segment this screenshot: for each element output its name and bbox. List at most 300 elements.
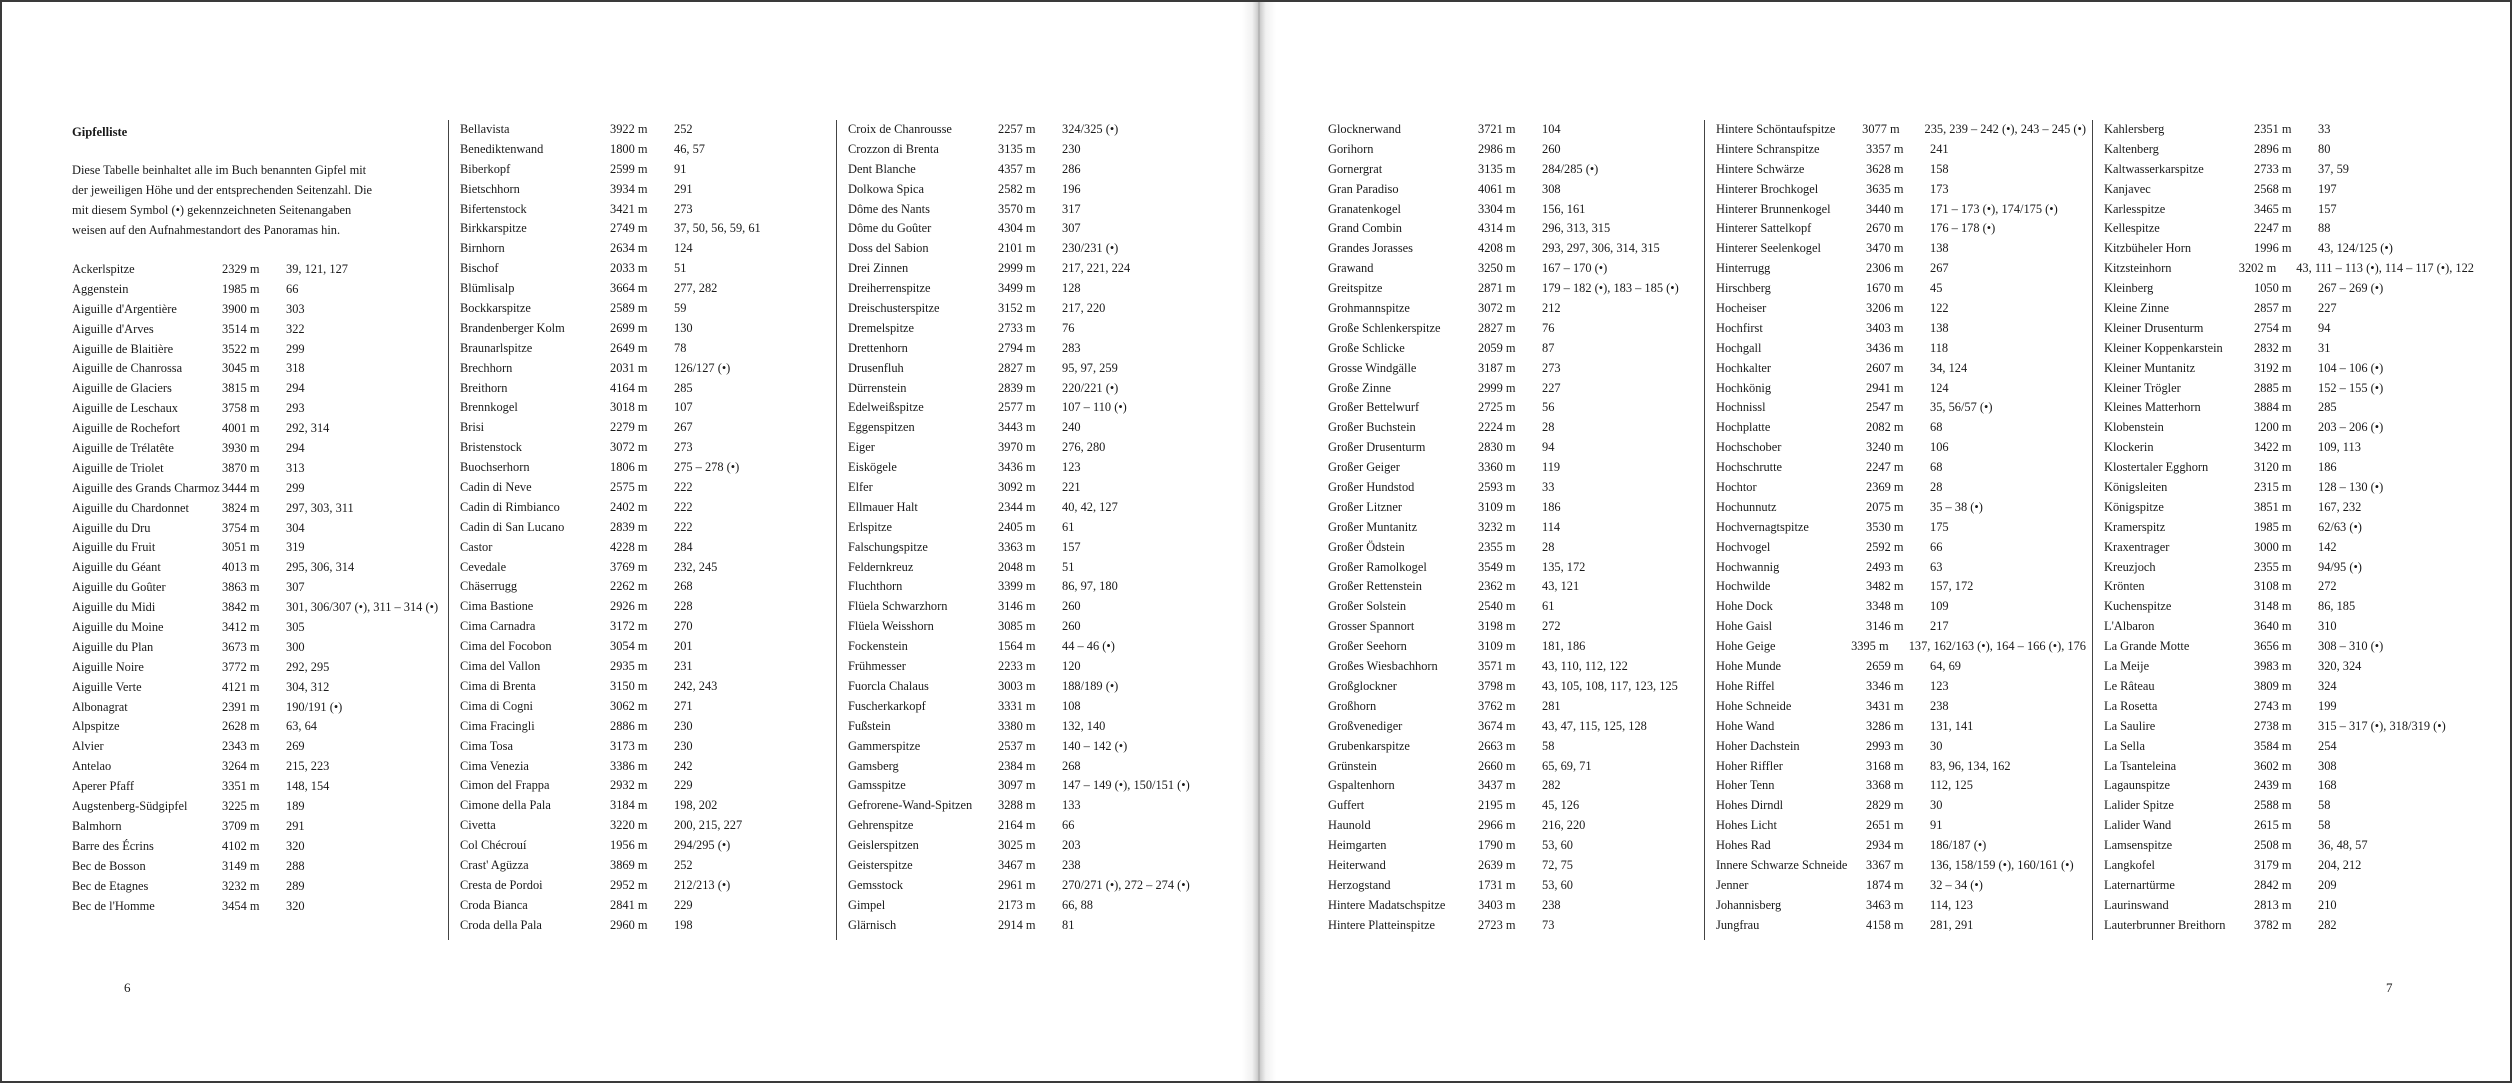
peak-name: Cadin di Neve: [460, 480, 532, 495]
table-row: [848, 776, 1218, 796]
table-row: [460, 757, 830, 777]
table-row: [72, 618, 442, 638]
peak-name: Elfer: [848, 480, 873, 495]
peak-height: 2329 m: [222, 262, 260, 276]
page-references: 230: [1062, 141, 1081, 156]
peak-name: Aiguille de Trélatête: [72, 441, 174, 456]
table-row: [460, 597, 830, 617]
table-row: [1716, 279, 2086, 299]
peak-name: Geisterspitze: [848, 857, 913, 872]
table-row: [848, 458, 1218, 478]
table-row: [72, 459, 442, 479]
peak-name: Hocheiser: [1716, 301, 1767, 316]
table-row: [2104, 717, 2474, 737]
peak-name: Hintere Schranspitze: [1716, 141, 1820, 156]
peak-height: 3000 m: [2254, 539, 2292, 554]
peak-height: 3437 m: [1478, 778, 1516, 793]
page-references: 87: [1542, 340, 1555, 355]
peak-height: 3304 m: [1478, 201, 1516, 216]
page-references: 167 – 170 (•): [1542, 261, 1608, 276]
peak-name: Brennkogel: [460, 400, 518, 415]
table-row: [848, 896, 1218, 916]
page-references: 107 – 110 (•): [1062, 400, 1127, 415]
peak-name: Aggenstein: [72, 281, 129, 296]
peak-height: 2871 m: [1478, 281, 1516, 296]
peak-name: Alvier: [72, 739, 104, 754]
table-row: [1328, 597, 1698, 617]
peak-height: 3454 m: [222, 898, 260, 913]
page-references: 112, 125: [1930, 778, 1973, 793]
peak-name: Bec de Etagnes: [72, 878, 149, 893]
table-row: [1328, 379, 1698, 399]
peak-name: Grosse Windgälle: [1328, 360, 1417, 375]
peak-height: 2048 m: [998, 559, 1036, 574]
page-references: 156, 161: [1542, 201, 1586, 216]
peak-height: 2599 m: [610, 161, 648, 176]
page-references: 222: [674, 519, 693, 534]
table-row: [1328, 757, 1698, 777]
table-row: [1716, 160, 2086, 180]
peak-name: Aiguille Verte: [72, 679, 142, 694]
peak-name: Herzogstand: [1328, 877, 1391, 892]
peak-height: 3192 m: [2254, 360, 2292, 375]
peak-height: 2754 m: [2254, 320, 2292, 335]
peak-height: 3983 m: [2254, 659, 2292, 674]
peak-height: 3412 m: [222, 620, 260, 635]
peak-height: 3202 m: [2238, 261, 2277, 276]
peak-name: Kleines Matterhorn: [2104, 400, 2201, 415]
peak-height: 3809 m: [2254, 678, 2292, 693]
peak-height: 2839 m: [998, 380, 1036, 395]
peak-name: Fluchthorn: [848, 579, 903, 594]
peak-name: Croda della Pala: [460, 917, 542, 932]
table-row: [460, 438, 830, 458]
peak-name: Hochkönig: [1716, 380, 1772, 395]
page-references: 273: [1542, 360, 1561, 375]
peak-name: Klobenstein: [2104, 420, 2164, 435]
peak-height: 2279 m: [610, 420, 648, 435]
peak-name: Birnhorn: [460, 241, 505, 256]
peak-height: 2615 m: [2254, 818, 2292, 833]
peak-name: Guffert: [1328, 798, 1365, 813]
peak-height: 2952 m: [610, 877, 648, 892]
table-row: [72, 479, 442, 499]
page-references: 284/285 (•): [1542, 161, 1599, 176]
peak-height: 2101 m: [998, 241, 1036, 256]
peak-height: 4061 m: [1478, 181, 1516, 196]
peak-name: Jenner: [1716, 877, 1749, 892]
peak-height: 2607 m: [1866, 360, 1904, 375]
peak-name: Civetta: [460, 818, 496, 833]
table-row: [1328, 836, 1698, 856]
page-references: 238: [1930, 698, 1949, 713]
table-row: [2104, 677, 2474, 697]
table-row: [1328, 140, 1698, 160]
peak-height: 2857 m: [2254, 301, 2292, 316]
page-references: 94: [2318, 320, 2331, 335]
page-references: 158: [1930, 161, 1949, 176]
page-references: 291: [286, 818, 305, 833]
page-references: 324: [2318, 678, 2337, 693]
page-references: 276, 280: [1062, 440, 1106, 455]
table-row: [72, 837, 442, 857]
table-row: [460, 538, 830, 558]
table-row: [2104, 558, 2474, 578]
page-references: 30: [1930, 738, 1943, 753]
peak-name: Aiguille de Rochefort: [72, 421, 181, 436]
table-row: [2104, 617, 2474, 637]
table-row: [72, 737, 442, 757]
page-references: 106: [1930, 440, 1949, 455]
page-references: 56: [1542, 400, 1555, 415]
table-row: [1716, 438, 2086, 458]
peak-name: Hohes Licht: [1716, 818, 1777, 833]
peak-height: 3403 m: [1866, 320, 1904, 335]
peak-height: 2568 m: [2254, 181, 2292, 196]
page-references: 122: [1930, 301, 1949, 316]
page-references: 33: [1542, 480, 1555, 495]
peak-name: Castor: [460, 539, 493, 554]
peak-name: Aiguille du Midi: [72, 600, 156, 615]
page-references: 320, 324: [2318, 659, 2362, 674]
table-row: [2104, 160, 2474, 180]
page-references: 119: [1542, 460, 1561, 475]
peak-name: Hochschrutte: [1716, 460, 1783, 475]
page-references: 268: [674, 579, 693, 594]
peak-height: 3922 m: [610, 122, 648, 136]
peak-height: 3465 m: [2254, 201, 2292, 216]
table-row: [460, 339, 830, 359]
table-row: [1328, 279, 1698, 299]
table-row: [72, 320, 442, 340]
page-references: 39, 121, 127: [286, 262, 348, 276]
page-references: 40, 42, 127: [1062, 499, 1118, 514]
table-row: [2104, 796, 2474, 816]
peak-name: La Meije: [2104, 659, 2150, 674]
peak-height: 3077 m: [1862, 122, 1900, 136]
peak-name: Kleiner Trögler: [2104, 380, 2181, 395]
page-references: 120: [1062, 659, 1081, 674]
table-row: [1328, 796, 1698, 816]
peak-name: Großer Geiger: [1328, 460, 1400, 475]
table-row: [1716, 757, 2086, 777]
peak-height: 2173 m: [998, 897, 1036, 912]
page-references: 123: [1062, 460, 1081, 475]
table-row: [1328, 418, 1698, 438]
page-references: 66: [1930, 539, 1943, 554]
page-references: 277, 282: [674, 281, 718, 296]
page-references: 186: [2318, 460, 2337, 475]
peak-name: Aiguille d'Argentière: [72, 301, 177, 316]
table-row: [460, 200, 830, 220]
peak-name: Langkofel: [2104, 857, 2155, 872]
peak-name: Bischof: [460, 261, 499, 276]
peak-height: 2649 m: [610, 340, 648, 355]
peak-name: Hintere Schöntaufspitze: [1716, 122, 1836, 136]
peak-height: 2999 m: [1478, 380, 1516, 395]
peak-height: 3386 m: [610, 758, 648, 773]
peak-name: Aiguille de Blaitière: [72, 341, 174, 356]
page-references: 299: [286, 480, 305, 495]
table-row: [1716, 776, 2086, 796]
peak-name: La Grande Motte: [2104, 639, 2190, 654]
page-references: 108: [1062, 698, 1081, 713]
peak-height: 2031 m: [610, 360, 648, 375]
peak-height: 2733 m: [998, 320, 1036, 335]
peak-name: Aiguille du Goûter: [72, 580, 166, 595]
peak-name: Cima di Cogni: [460, 698, 533, 713]
peak-height: 3331 m: [998, 698, 1036, 713]
table-row: [460, 478, 830, 498]
table-row: [848, 379, 1218, 399]
peak-height: 3146 m: [1866, 619, 1904, 634]
table-row: [2104, 140, 2474, 160]
peak-name: Hohe Geige: [1716, 639, 1776, 654]
table-row: [1716, 617, 2086, 637]
peak-name: Lagaunspitze: [2104, 778, 2171, 793]
table-row: [1328, 518, 1698, 538]
table-row: [848, 299, 1218, 319]
peak-height: 2540 m: [1478, 599, 1516, 614]
peak-name: Bec de l'Homme: [72, 898, 155, 913]
peak-name: Croda Bianca: [460, 897, 528, 912]
peak-height: 2743 m: [2254, 698, 2292, 713]
peak-height: 3187 m: [1478, 360, 1516, 375]
page-references: 319: [286, 540, 305, 555]
peak-name: Dent Blanche: [848, 161, 916, 176]
peak-height: 3367 m: [1866, 857, 1904, 872]
table-row: [460, 458, 830, 478]
table-row: [460, 796, 830, 816]
peak-name: Kitzsteinhorn: [2104, 261, 2172, 276]
peak-height: 2941 m: [1866, 380, 1904, 395]
peak-name: Hohe Schneide: [1716, 698, 1792, 713]
page-references: 284: [674, 539, 693, 554]
page-references: 51: [674, 261, 687, 276]
page-references: 320: [286, 838, 305, 853]
table-row: [2104, 259, 2474, 279]
table-row: [1328, 538, 1698, 558]
peak-height: 3380 m: [998, 718, 1036, 733]
peak-name: Aiguille de Chanrossa: [72, 361, 183, 376]
peak-name: Hochvernagtspitze: [1716, 519, 1809, 534]
page-references: 227: [1542, 380, 1561, 395]
page-references: 197: [2318, 181, 2337, 196]
peak-height: 2439 m: [2254, 778, 2292, 793]
table-row: [72, 300, 442, 320]
peak-height: 2885 m: [2254, 380, 2292, 395]
peak-height: 3674 m: [1478, 718, 1516, 733]
page-references: 152 – 155 (•): [2318, 380, 2384, 395]
peak-name: Klockerin: [2104, 440, 2154, 455]
peak-height: 2224 m: [1478, 420, 1516, 435]
peak-name: Großhorn: [1328, 698, 1377, 713]
peak-height: 2842 m: [2254, 877, 2292, 892]
page-references: 37, 59: [2318, 161, 2349, 176]
peak-height: 2593 m: [1478, 480, 1516, 495]
peak-height: 2839 m: [610, 519, 648, 534]
page-references: 45, 126: [1542, 798, 1580, 813]
page-references: 229: [674, 897, 693, 912]
table-row: [1716, 219, 2086, 239]
peak-name: Birkkarspitze: [460, 221, 527, 236]
peak-height: 1200 m: [2254, 420, 2292, 435]
intro-paragraph: Diese Tabelle beinhaltet alle im Buch benannten Gipfel mit der jeweiligen Höhe und der entsprechenden Seitenzahl. Die mit diesem Symbol (•) gekennzeichneten Seitenangaben weisen auf den Aufnahmestandort des Panoramas hin.: [72, 163, 373, 237]
peak-height: 2075 m: [1866, 499, 1904, 514]
page-references: 107: [674, 400, 693, 415]
table-row: [72, 359, 442, 379]
page-references: 304: [286, 520, 305, 535]
page-references: 132, 140: [1062, 718, 1106, 733]
peak-name: Großer Ramolkogel: [1328, 559, 1427, 574]
page-references: 114: [1542, 519, 1561, 534]
page-references: 317: [1062, 201, 1081, 216]
peak-height: 3120 m: [2254, 460, 2292, 475]
peak-height: 2935 m: [610, 659, 648, 674]
table-row: [1328, 896, 1698, 916]
page-references: 63, 64: [286, 719, 317, 734]
table-row: [1328, 916, 1698, 936]
peak-height: 2164 m: [998, 818, 1036, 833]
peak-name: Cimone della Pala: [460, 798, 551, 813]
page-references: 95, 97, 259: [1062, 360, 1118, 375]
peak-name: Grubenkarspitze: [1328, 738, 1410, 753]
peak-height: 2508 m: [2254, 838, 2292, 853]
page-references: 220/221 (•): [1062, 380, 1119, 395]
peak-name: Großglockner: [1328, 678, 1397, 693]
peak-height: 2493 m: [1866, 559, 1904, 574]
table-row: [1328, 219, 1698, 239]
peak-name: Gemsstock: [848, 877, 904, 892]
table-row: [848, 816, 1218, 836]
page-references: 230: [674, 738, 693, 753]
page-references: 94: [1542, 440, 1555, 455]
peak-height: 2827 m: [998, 360, 1036, 375]
table-row: [848, 577, 1218, 597]
peak-name: Lalider Wand: [2104, 818, 2172, 833]
peak-height: 3851 m: [2254, 499, 2292, 514]
peak-name: Königsleiten: [2104, 480, 2168, 495]
page-references: 203: [1062, 838, 1081, 853]
table-row: [72, 399, 442, 419]
peak-name: Gehrenspitze: [848, 818, 914, 833]
table-row: [460, 677, 830, 697]
peak-name: Hintere Schwärze: [1716, 161, 1805, 176]
peak-height: 2588 m: [2254, 798, 2292, 813]
peak-height: 3220 m: [610, 818, 648, 833]
peak-height: 1996 m: [2254, 241, 2292, 256]
table-row: [1716, 597, 2086, 617]
page-references: 215, 223: [286, 759, 330, 774]
peak-name: Lauterbrunner Breithorn: [2104, 917, 2226, 932]
table-row: [848, 697, 1218, 717]
peak-height: 2896 m: [2254, 141, 2292, 156]
peak-name: Kleiner Muntanitz: [2104, 360, 2196, 375]
peak-height: 1956 m: [610, 838, 648, 853]
peak-height: 1985 m: [2254, 519, 2292, 534]
peak-height: 3179 m: [2254, 857, 2292, 872]
peak-height: 2966 m: [1478, 818, 1516, 833]
page-references: 305: [286, 620, 305, 635]
page-references: 53, 60: [1542, 877, 1573, 892]
page-references: 157, 172: [1930, 579, 1974, 594]
peak-height: 2355 m: [1478, 539, 1516, 554]
table-row: [848, 558, 1218, 578]
table-row: [460, 836, 830, 856]
peak-name: Kahlersberg: [2104, 122, 2165, 136]
page-references: 318: [286, 361, 305, 376]
peak-name: Lalider Spitze: [2104, 798, 2174, 813]
peak-height: 3758 m: [222, 401, 260, 416]
page-references: 267: [1930, 261, 1949, 276]
page-references: 222: [674, 480, 693, 495]
peak-height: 3146 m: [998, 599, 1036, 614]
table-row: [1328, 259, 1698, 279]
table-row: [460, 816, 830, 836]
table-row: [460, 498, 830, 518]
page-references: 260: [1542, 141, 1561, 156]
table-row: [460, 856, 830, 876]
page-references: 308: [2318, 758, 2337, 773]
peak-name: Breithorn: [460, 380, 508, 395]
table-row: [848, 637, 1218, 657]
peak-name: Königspitze: [2104, 499, 2164, 514]
peak-height: 3602 m: [2254, 758, 2292, 773]
peak-name: Glärnisch: [848, 917, 897, 932]
peak-name: Krönten: [2104, 579, 2145, 594]
page-references: 118: [1930, 340, 1949, 355]
peak-name: Drusenfluh: [848, 360, 904, 375]
peak-height: 3173 m: [610, 738, 648, 753]
peak-height: 1874 m: [1866, 877, 1904, 892]
peak-height: 3184 m: [610, 798, 648, 813]
page-references: 296, 313, 315: [1542, 221, 1611, 236]
peak-name: Hinterer Seelenkogel: [1716, 241, 1821, 256]
page-references: 267: [674, 420, 693, 435]
peak-name: Le Râteau: [2104, 678, 2155, 693]
table-row: [848, 180, 1218, 200]
peak-height: 3444 m: [222, 480, 260, 495]
table-row: [2104, 597, 2474, 617]
peak-name: Cima Bastione: [460, 599, 534, 614]
peak-name: Cima Carnadra: [460, 619, 536, 634]
peak-height: 2663 m: [1478, 738, 1516, 753]
page-references: 33: [2318, 122, 2331, 136]
table-row: [848, 677, 1218, 697]
page-references: 78: [674, 340, 687, 355]
table-row: [2104, 577, 2474, 597]
peak-name: Aiguille du Plan: [72, 639, 154, 654]
page-references: 281: [1542, 698, 1561, 713]
peak-name: Großer Ödstein: [1328, 539, 1405, 554]
peak-height: 3443 m: [998, 420, 1036, 435]
peak-height: 3109 m: [1478, 499, 1516, 514]
peak-name: Kaltenberg: [2104, 141, 2159, 156]
table-row: [1716, 140, 2086, 160]
peak-name: Grünstein: [1328, 758, 1377, 773]
peak-name: Große Schlenkerspitze: [1328, 320, 1441, 335]
peak-name: Cima di Brenta: [460, 678, 536, 693]
table-row: [848, 518, 1218, 538]
peak-name: Hochtor: [1716, 480, 1757, 495]
peak-height: 3900 m: [222, 301, 260, 316]
peak-height: 3467 m: [998, 857, 1036, 872]
peak-name: Kuchenspitze: [2104, 599, 2172, 614]
table-row: [72, 419, 442, 439]
peak-height: 4314 m: [1478, 221, 1516, 236]
table-row: [848, 239, 1218, 259]
page-references: 124: [674, 241, 693, 256]
